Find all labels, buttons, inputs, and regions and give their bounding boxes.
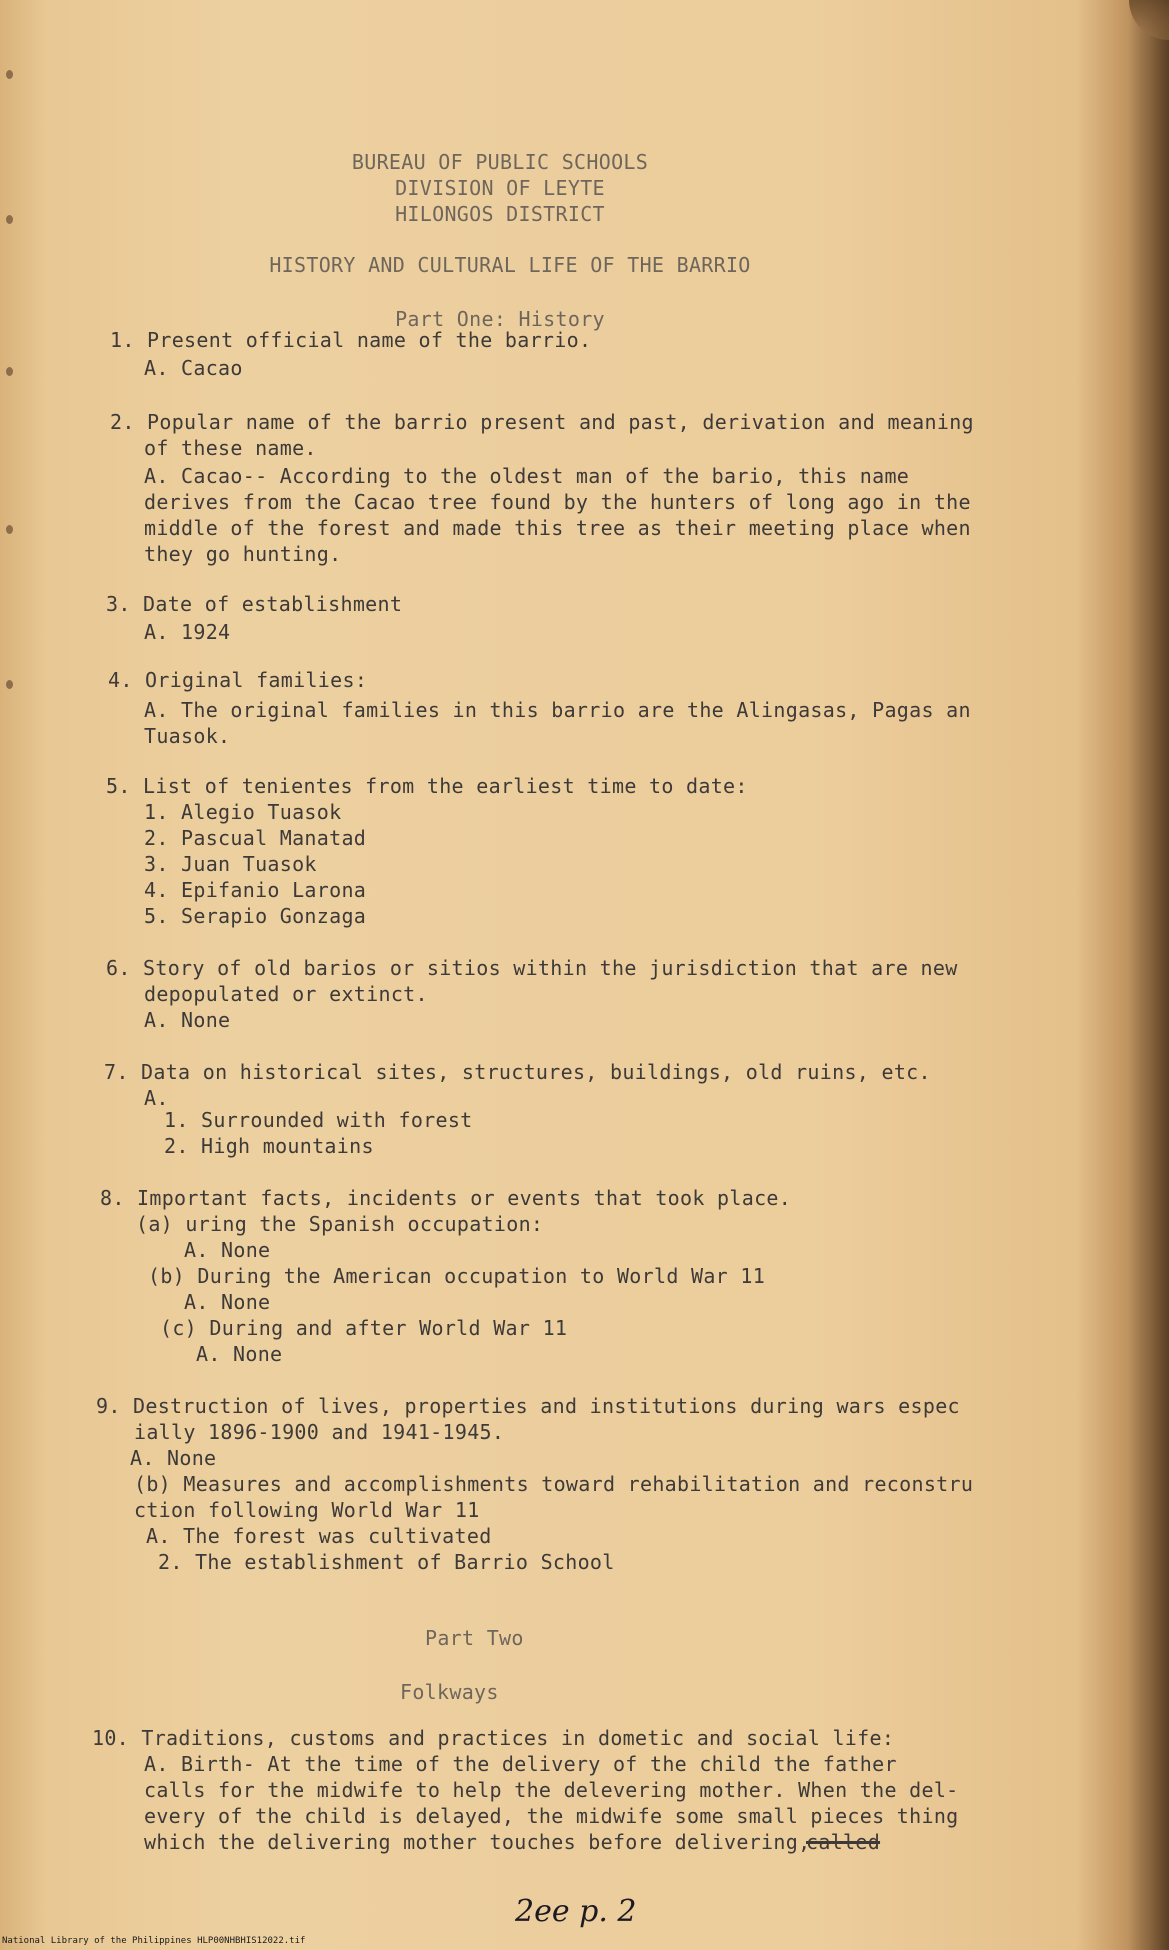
teniente-list-item: 1. Alegio Tuasok xyxy=(144,800,342,824)
item-1-question: 1. Present official name of the barrio. xyxy=(110,328,592,352)
item-8-question: 8. Important facts, incidents or events that took place. xyxy=(100,1186,792,1210)
item-8a: (a) uring the Spanish occupation: xyxy=(136,1212,544,1236)
item-4-answer: Tuasok. xyxy=(144,724,231,748)
teniente-list-item: 2. Pascual Manatad xyxy=(144,826,367,850)
part-two-heading: Part Two xyxy=(425,1626,524,1650)
item-8c-answer: A. None xyxy=(196,1342,283,1366)
binding-hole xyxy=(6,525,13,534)
struck-word: called xyxy=(806,1830,881,1854)
item-8b: (b) During the American occupation to World War 11 xyxy=(148,1264,766,1288)
handwritten-page-note: 2ee p. 2 xyxy=(515,1894,637,1929)
item-9b-cont: ction following World War 11 xyxy=(134,1498,480,1522)
item-8c: (c) During and after World War 11 xyxy=(160,1316,568,1340)
item-10-answer: which the delivering mother touches before delivering, xyxy=(144,1830,811,1854)
item-1-answer: A. Cacao xyxy=(144,356,243,380)
item-8b-answer: A. None xyxy=(184,1290,271,1314)
item-6-question-cont: depopulated or extinct. xyxy=(144,982,428,1006)
item-9b-answer: A. The forest was cultivated xyxy=(146,1524,492,1548)
item-4-answer: A. The original families in this barrio are the Alingasas, Pagas an xyxy=(144,698,971,722)
item-8a-answer: A. None xyxy=(184,1238,271,1262)
binding-hole xyxy=(6,70,13,79)
header-division: DIVISION OF LEYTE xyxy=(395,176,605,200)
part-one-heading: Part One: History xyxy=(395,307,605,331)
item-9-question: 9. Destruction of lives, properties and institutions during wars espec xyxy=(96,1394,960,1418)
item-2-answer: they go hunting. xyxy=(144,542,342,566)
item-6-question: 6. Story of old barios or sitios within the jurisdiction that are new xyxy=(106,956,958,980)
item-3-question: 3. Date of establishment xyxy=(106,592,403,616)
binding-hole xyxy=(6,367,13,376)
item-9-question-cont: ially 1896-1900 and 1941-1945. xyxy=(134,1420,505,1444)
page-edge-shadow xyxy=(1129,0,1169,1950)
item-5-question: 5. List of tenientes from the earliest time to date: xyxy=(106,774,748,798)
binding-hole xyxy=(6,680,13,689)
item-9b: (b) Measures and accomplishments toward rehabilitation and reconstru xyxy=(134,1472,974,1496)
item-2-question: 2. Popular name of the barrio present and past, derivation and meaning xyxy=(110,410,974,434)
archive-footer: National Library of the Philippines HLP00NHBHIS12022.tif xyxy=(2,1936,306,1946)
item-10-question: 10. Traditions, customs and practices in dometic and social life: xyxy=(92,1726,895,1750)
header-bureau: BUREAU OF PUBLIC SCHOOLS xyxy=(351,150,649,174)
item-9b-answer: 2. The establishment of Barrio School xyxy=(158,1550,615,1574)
item-10-answer: A. Birth- At the time of the delivery of the child the father xyxy=(144,1752,897,1776)
item-2-answer: middle of the forest and made this tree as their meeting place when xyxy=(144,516,971,540)
item-2-question-cont: of these name. xyxy=(144,436,317,460)
item-10-answer: every of the child is delayed, the midwife some small pieces thing xyxy=(144,1804,959,1828)
item-3-answer: A. 1924 xyxy=(144,620,231,644)
teniente-list-item: 5. Serapio Gonzaga xyxy=(144,904,367,928)
item-4-question: 4. Original families: xyxy=(108,668,368,692)
teniente-list-item: 3. Juan Tuasok xyxy=(144,852,317,876)
item-7-answer-line: 1. Surrounded with forest xyxy=(164,1108,473,1132)
document-title: HISTORY AND CULTURAL LIFE OF THE BARRIO xyxy=(269,253,751,277)
item-9-answer: A. None xyxy=(130,1446,217,1470)
item-10-answer: calls for the midwife to help the delevering mother. When the del- xyxy=(144,1778,959,1802)
item-7-answer-line: 2. High mountains xyxy=(164,1134,374,1158)
item-7-answer: A. xyxy=(144,1086,169,1110)
item-2-answer: derives from the Cacao tree found by the hunters of long ago in the xyxy=(144,490,971,514)
header-district: HILONGOS DISTRICT xyxy=(395,202,605,226)
folkways-heading: Folkways xyxy=(400,1680,499,1704)
item-2-answer: A. Cacao-- According to the oldest man of the bario, this name xyxy=(144,464,910,488)
item-7-question: 7. Data on historical sites, structures, buildings, old ruins, etc. xyxy=(104,1060,931,1084)
teniente-list-item: 4. Epifanio Larona xyxy=(144,878,367,902)
item-6-answer: A. None xyxy=(144,1008,231,1032)
